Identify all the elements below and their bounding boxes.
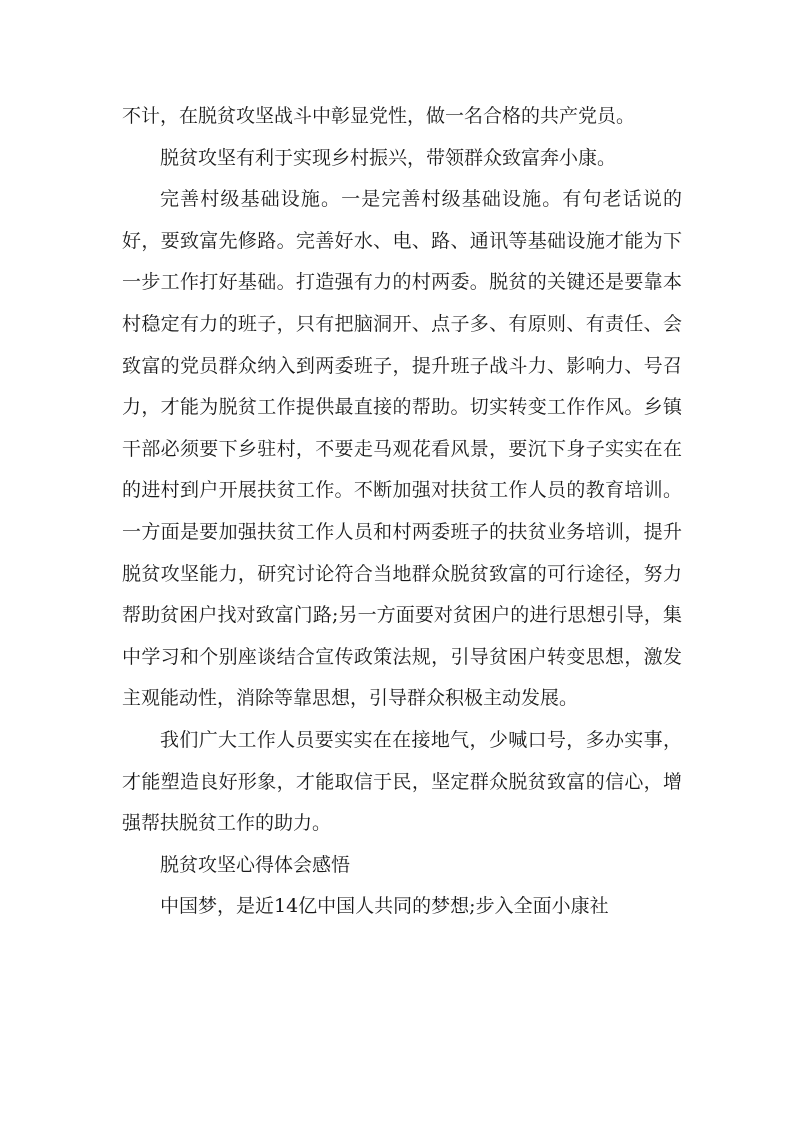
document-body: [122, 96, 682, 928]
paragraph-china-dream: 中国梦，是近14亿中国人共同的梦想;步入全面小康社: [160, 895, 609, 918]
paragraph-rural-revitalization: 脱贫攻坚有利于实现乡村振兴，带领群众致富奔小康。: [160, 146, 617, 169]
paragraph-work-staff: 我们广大工作人员要实实在在接地气，少喊口号，多办实事，才能塑造良好形象，才能取信于民，坚定群众脱贫致富的信心，增强帮扶脱贫工作的助力。: [122, 728, 682, 835]
paragraph-continuation: 不计，在脱贫攻坚战斗中彰显党性，做一名合格的共产党员。: [122, 105, 636, 127]
paragraph-infrastructure: 完善村级基础设施。一是完善村级基础设施。有句老话说的好，要致富先修路。完善好水、电、路、通讯等基础设施才能为下一步工作打好基础。打造强有力的村两委。脱贫的关键还是要靠本村稳定有力的班子，只有把脑洞开、点子多、有原则、有责任、会致富的党员群众纳入到两委班子，提升班子战斗力、影响力、号召力，才能为脱贫工作提供最直接的帮助。切实转变工作作风。乡镇干部必须要下乡驻村，不要走马观花看风景，要沉下身子实实在在的进村到户开展扶贫工作。不断加强对扶贫工作人员的教育培训。一方面是要加强扶贫工作人员和村两委班子的扶贫业务培训，提升脱贫攻坚能力，研究讨论符合当地群众脱贫致富的可行途径，努力帮助贫困户找对致富门路;另一方面要对贫困户的进行思想引导，集中学习和个别座谈结合宣传政策法规，引导贫困户转变思想，激发主观能动性，消除等靠思想，引导群众积极主动发展。: [122, 188, 682, 710]
section-heading: 脱贫攻坚心得体会感悟: [160, 853, 351, 876]
